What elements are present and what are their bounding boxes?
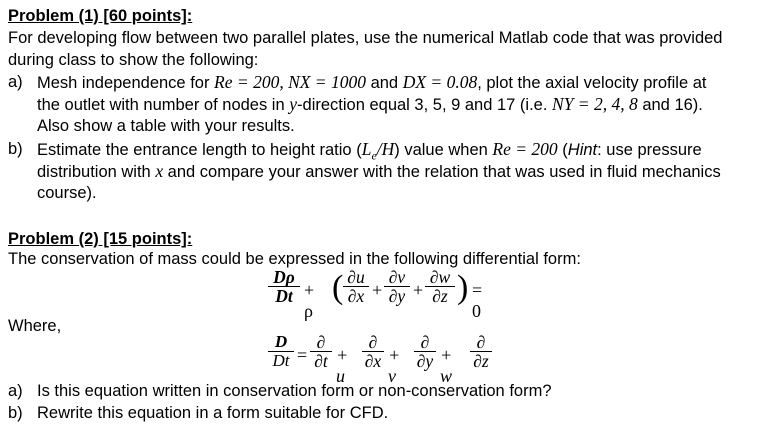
eq1-close-paren: ) xyxy=(457,269,469,306)
eq2-frac-d-dy: ∂ ∂y xyxy=(414,333,436,370)
part-b-label-2: b) xyxy=(8,404,23,422)
problem2-heading: Problem (2) [15 points]: xyxy=(8,230,193,248)
eq1-frac-du-dx: $\frac{\partial u}{\partial x}$ xyxy=(343,268,369,305)
math-dx: DX = 0.08 xyxy=(402,72,478,92)
math-re-nx: Re = 200, NX = 1000 xyxy=(214,72,366,92)
math-re: Re = 200 xyxy=(492,139,558,159)
problem1-intro-line2: during class to show the following: xyxy=(8,51,259,69)
eq2-plus-w: + w xyxy=(440,345,453,386)
eq2-plus-v: + v xyxy=(388,345,401,386)
eq1-frac-dw-dz: $\frac{\partial w}{\partial z}$ xyxy=(425,268,455,305)
eq2-frac-D-Dt: $\frac{D}{Dt}$ xyxy=(268,333,294,370)
eq2-frac-d-dt: ∂ ∂t xyxy=(310,333,332,370)
problem1-intro-line1: For developing flow between two parallel plates, use the numerical Matlab code that was provided xyxy=(8,29,723,47)
math-ny: NY = 2, 4, 8 xyxy=(552,94,638,114)
eq1-frac-drho-dt: $\frac{D\rho}{Dt}$ xyxy=(268,268,300,305)
eq1-plus-2: + xyxy=(413,280,424,300)
problem1-heading: Problem (1) [60 points]: xyxy=(8,7,193,25)
eq2-equals: = xyxy=(297,345,308,365)
eq1-plus-rho: + ρ xyxy=(304,280,315,321)
eq2-frac-d-dz: ∂ ∂z xyxy=(470,333,492,370)
where-label: Where, xyxy=(8,317,62,335)
eq1-open-paren: ( xyxy=(332,269,344,306)
part-a-label: a) xyxy=(8,73,23,91)
eq1-plus-1: + xyxy=(372,280,383,300)
part-b-label: b) xyxy=(8,140,23,158)
eq1-rhs: = 0 xyxy=(472,280,483,321)
eq1-frac-dv-dy: $\frac{\partial v}{\partial y}$ xyxy=(384,268,410,305)
eq2-plus-u: + u xyxy=(336,345,349,386)
problem2-intro: The conservation of mass could be expressed in the following differential form: xyxy=(8,250,581,268)
eq2-frac-d-dx: ∂ ∂x xyxy=(362,333,384,370)
part-a-label-2: a) xyxy=(8,382,23,400)
